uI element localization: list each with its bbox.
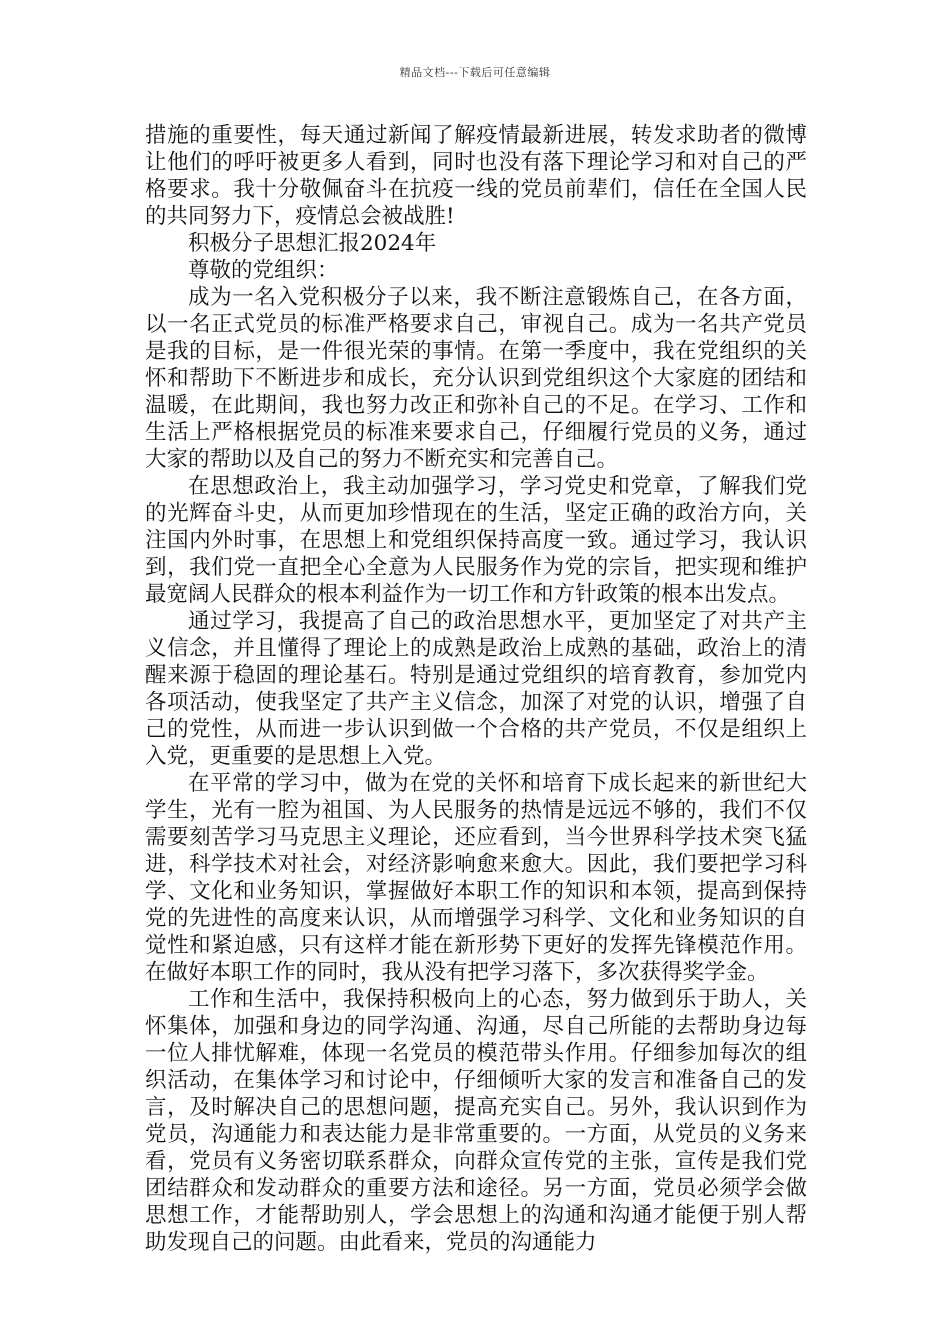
paragraph: 通过学习，我提高了自己的政治思想水平，更加坚定了对共产主义信念，并且懂得了理论上的成熟是政治上成熟的基础，政治上的清醒来源于稳固的理论基石。特别是通过党组织的培育教育，参加党内各项活动，使我坚定了共产主义信念，加深了对党的认识，增强了自己的党性，从而进一步认识到做一个合格的共产党员，不仅是组织上入党，更重要的是思想上入党。 <box>145 609 807 769</box>
paragraph: 工作和生活中，我保持积极向上的心态，努力做到乐于助人，关怀集体，加强和身边的同学沟通、沟通，尽自己所能的去帮助身边每一位人排忧解难，体现一名党员的模范带头作用。仔细参加每次的组织活动，在集体学习和讨论中，仔细倾听大家的发言和准备自己的发言，及时解决自己的思想问题，提高充实自己。另外，我认识到作为党员，沟通能力和表达能力是非常重要的。一方面，从党员的义务来看，党员有义务密切联系群众，向群众宣传党的主张，宣传是我们党团结群众和发动群众的重要方法和途径。另一方面，党员必须学会做思想工作，才能帮助别人，学会思想上的沟通和沟通才能便于别人帮助发现自己的问题。由此看来，党员的沟通能力 <box>145 987 807 1255</box>
paragraph-continuation: 措施的重要性，每天通过新闻了解疫情最新进展，转发求助者的微博让他们的呼吁被更多人看到，同时也没有落下理论学习和对自己的严格要求。我十分敬佩奋斗在抗疫一线的党员前辈们，信任在全国人民的共同努力下，疫情总会被战胜! <box>145 123 807 229</box>
paragraph: 在平常的学习中，做为在党的关怀和培育下成长起来的新世纪大学生，光有一腔为祖国、为人民服务的热情是远远不够的，我们不仅需要刻苦学习马克思主义理论，还应看到，当今世界科学技术突飞猛进，科学技术对社会，对经济影响愈来愈大。因此，我们要把学习科学、文化和业务知识，掌握做好本职工作的知识和本领，提高到保持党的先进性的高度来认识，从而增强学习科学、文化和业务知识的自觉性和紧迫感，只有这样才能在新形势下更好的发挥先锋模范作用。在做好本职工作的同时，我从没有把学习落下，多次获得奖学金。 <box>145 771 807 985</box>
page-header: 精品文档---下载后可任意编辑 <box>399 66 551 79</box>
document-body <box>145 122 807 1256</box>
paragraph: 在思想政治上，我主动加强学习，学习党史和党章，了解我们党的光辉奋斗史，从而更加珍惜现在的生活，坚定正确的政治方向，关注国内外时事，在思想上和党组织保持高度一致。通过学习，我认识到，我们党一直把全心全意为人民服务作为党的宗旨，把实现和维护最宽阔人民群众的根本利益作为一切工作和方针政策的根本出发点。 <box>145 474 807 607</box>
salutation: 尊敬的党组织： <box>188 258 339 283</box>
paragraph: 成为一名入党积极分子以来，我不断注意锻炼自己，在各方面，以一名正式党员的标准严格要求自己，审视自己。成为一名共产党员是我的目标，是一件很光荣的事情。在第一季度中，我在党组织的关怀和帮助下不断进步和成长，充分认识到党组织这个大家庭的团结和温暖，在此期间，我也努力改正和弥补自己的不足。在学习、工作和生活上严格根据党员的标准来要求自己，仔细履行党员的义务，通过大家的帮助以及自己的努力不断充实和完善自己。 <box>145 285 807 472</box>
report-title: 积极分子思想汇报2024年 <box>188 231 437 256</box>
